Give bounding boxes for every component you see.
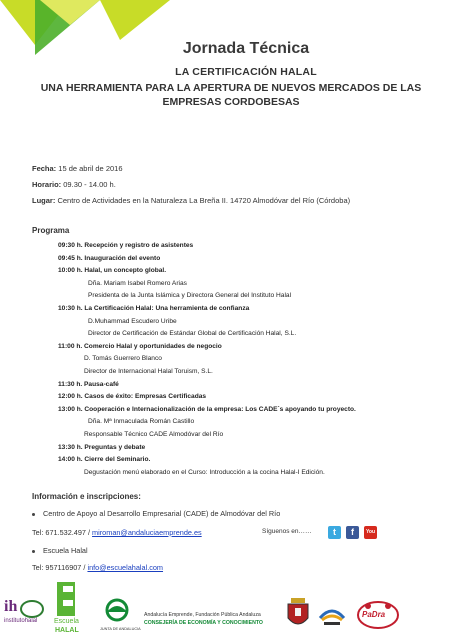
contact-tel-1 xyxy=(32,528,202,537)
programa-item: Dña. Mª Inmaculada Román Castillo xyxy=(88,418,195,426)
horario-value: 09.30 - 14.00 h. xyxy=(63,180,116,189)
contact-item-escuela-text: Escuela Halal xyxy=(43,546,88,555)
programa-item: Responsable Técnico CADE Almodóvar del Río xyxy=(84,430,224,438)
programa-item: Dña. Mariam Isabel Romero Arias xyxy=(88,279,187,287)
facebook-icon[interactable]: f xyxy=(346,526,359,539)
youtube-icon[interactable]: You xyxy=(364,526,377,539)
programa-item: 13:30 h. Preguntas y debate xyxy=(58,443,146,451)
escuela-mark-cut-2 xyxy=(63,600,73,606)
contact-heading xyxy=(32,492,141,501)
halal-text: HALAL xyxy=(55,627,79,634)
instituto-halal-logo: ih xyxy=(4,598,18,615)
contact-tel-2 xyxy=(32,563,163,572)
junta-text: JUNTA DE ANDALUCIA xyxy=(100,627,141,631)
padrino-text: PaDra xyxy=(362,610,386,619)
subtitle: LA CERTIFICACIÓN HALAL xyxy=(175,66,317,78)
lugar-value: Centro de Actividades en la Naturaleza La Breña II. 14720 Almodóvar del Río (Córdoba) xyxy=(57,196,351,205)
programa-item: D.Muhammad Escudero Uribe xyxy=(88,317,177,325)
bullet-icon xyxy=(32,550,35,553)
bullet-icon xyxy=(32,513,35,516)
title-block xyxy=(0,40,452,109)
contact-heading-text: Información e inscripciones: xyxy=(32,492,141,501)
programa-item: 12:00 h. Casos de éxito: Empresas Certificadas xyxy=(58,393,207,401)
lugar-label: Lugar: xyxy=(32,196,56,205)
programa-item: Degustación menú elaborado en el Curso: Introducción a la cocina Halal-I Edición. xyxy=(84,468,325,476)
programa-item: D. Tomás Guerrero Blanco xyxy=(84,355,162,363)
programa-item: 14:00 h. Cierre del Seminario. xyxy=(58,456,151,464)
la-brena-logo-icon xyxy=(318,602,346,628)
contact-item-escuela xyxy=(32,546,88,555)
email-link-2[interactable]: info@escuelahalal.com xyxy=(87,563,164,572)
siguenos-label: Síguenos en…… xyxy=(262,528,312,535)
consejeria-text: CONSEJERÍA DE ECONOMÍA Y CONOCIMIENTO xyxy=(144,620,263,626)
fecha-label: Fecha: xyxy=(32,164,57,173)
programa-item: 13:00 h. Cooperación e Internacionalización de la empresa: Los CADE´s apoyando tu proyecto. xyxy=(58,405,356,413)
programa-item: 09:45 h. Inauguración del evento xyxy=(58,254,161,262)
halal-arabic-icon xyxy=(20,600,44,618)
tel-1-label: Tel: 671.532.497 / xyxy=(32,528,93,537)
andalucia-emprende-text: Andalucía Emprende, Fundación Pública Andaluza xyxy=(144,612,261,618)
horario-label: Horario: xyxy=(32,180,62,189)
contact-item-cade xyxy=(32,509,280,518)
programa-item: 10:30 h. La Certificación Halal: Una herramienta de confianza xyxy=(58,304,250,312)
coat-of-arms-icon xyxy=(286,598,310,630)
programa-item: Director de Internacional Halal Toruism, S.L. xyxy=(84,367,213,375)
contact-item-cade-text: Centro de Apoyo al Desarrollo Empresarial (CADE) de Almodóvar del Río xyxy=(43,509,281,518)
logos-footer xyxy=(0,580,452,640)
programa-item: Director de Certificación de Estándar Global de Certificación Halal, S.L. xyxy=(88,330,297,338)
page-title: Jornada Técnica xyxy=(182,40,310,57)
junta-andalucia-icon xyxy=(100,598,134,626)
email-link-1[interactable]: miroman@andaluciaemprende.es xyxy=(92,528,202,537)
programa-item: Presidenta de la Junta Islámica y Directora General del Instituto Halal xyxy=(88,292,292,300)
programa-item: 09:30 h. Recepción y registro de asistentes xyxy=(58,242,194,249)
programa-item: 11:00 h. Comercio Halal y oportunidades de negocio xyxy=(58,342,222,350)
social-icons xyxy=(328,526,377,539)
event-info xyxy=(32,161,350,209)
programa-item: 10:00 h. Halal, un concepto global. xyxy=(58,267,167,275)
subtitle-line-2: EMPRESAS CORDOBESAS xyxy=(162,96,300,108)
tel-2-label: Tel: 957116907 / xyxy=(32,563,88,572)
programa-title: Programa xyxy=(32,226,70,235)
programa-item: 11:30 h. Pausa-café xyxy=(58,380,119,388)
escuela-text: Escuela xyxy=(54,618,79,625)
escuela-mark-cut-1 xyxy=(63,586,73,592)
fecha-value: 15 de abril de 2016 xyxy=(58,164,123,173)
instituto-halal-text: institutohalal xyxy=(4,618,38,624)
programa-list xyxy=(58,240,356,479)
subtitle-line-1: UNA HERRAMIENTA PARA LA APERTURA DE NUEVOS MERCADOS DE LAS xyxy=(40,82,422,94)
twitter-icon[interactable]: t xyxy=(328,526,341,539)
